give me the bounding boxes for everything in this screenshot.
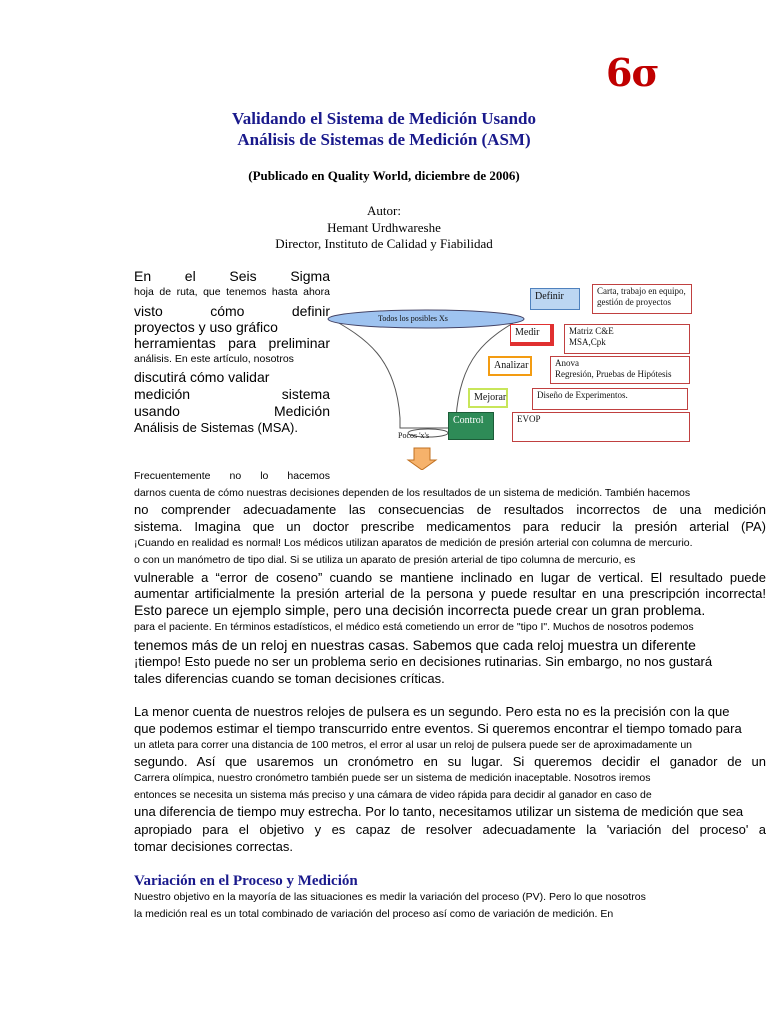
intro-line: discutirá cómo validar (134, 369, 270, 385)
intro-line: análisis. En este artículo, nosotros (134, 353, 294, 365)
para1-line: aumentar artificialmente la presión arterial de la persona y puede resultar en una prescripción incorrecta! (134, 586, 766, 601)
author-name: Hemant Urdhwareshe (327, 220, 441, 235)
para2-line: Carrera olímpica, nuestro cronómetro también puede ser un sistema de medición inaceptable. Nosotros iremos (134, 772, 651, 784)
author-label: Autor: (367, 203, 401, 218)
stage-definir: Definir (530, 288, 580, 310)
six-sigma-logo: 6σ (606, 50, 659, 95)
para1-line: tales diferencias cuando se toman decisiones críticas. (134, 671, 445, 686)
intro-line: usando Medición (134, 403, 330, 419)
para1-line: darnos cuenta de cómo nuestras decisiones dependen de los resultados de un sistema de medición. También hacemos (134, 487, 691, 499)
publication-note: (Publicado en Quality World, diciembre de 2006) (248, 168, 520, 183)
para1-line: Esto parece un ejemplo simple, pero una decisión incorrecta puede crear un gran problema. (134, 602, 706, 618)
funnel-top-label: Todos los posibles Xs (378, 314, 448, 323)
para2-line: apropiado para el objetivo y es capaz de resolver adecuadamente la 'variación del proceso' a (134, 822, 766, 837)
title-line-1: Validando el Sistema de Medición Usando (232, 109, 536, 128)
stage-mejorar: Mejorar (468, 388, 508, 408)
dmaic-funnel-diagram (326, 268, 696, 470)
intro-line: medición sistema (134, 386, 330, 402)
para2-line: tomar decisiones correctas. (134, 839, 293, 854)
title-line-2: Análisis de Sistemas de Medición (ASM) (237, 130, 531, 149)
stage-medir-detail: Matriz C&E MSA,Cpk (564, 324, 690, 354)
para1-line: Frecuentemente no lo hacemos (134, 470, 330, 482)
para1-line: o con un manómetro de tipo dial. Si se utiliza un aparato de presión arterial de tipo columna de mercurio, es (134, 554, 636, 566)
stage-definir-detail: Carta, trabajo en equipo, gestión de proyectos (592, 284, 692, 314)
para1-line: para el paciente. En términos estadísticos, el médico está cometiendo un error de "tipo I". Muchos de nosotros podemos (134, 621, 694, 633)
intro-line: hoja de ruta, que tenemos hasta ahora (134, 286, 330, 298)
para2-line: La menor cuenta de nuestros relojes de pulsera es un segundo. Pero esta no es la precisión con la que (134, 704, 730, 719)
para1-line: vulnerable a “error de coseno” cuando se mantiene inclinado en lugar de vertical. El resultado puede (134, 570, 766, 585)
para1-line: ¡tiempo! Esto puede no ser un problema serio en decisiones rutinarias. Sin embargo, no nos gustará (134, 654, 713, 669)
para2-line: que podemos estimar el tiempo transcurrido entre eventos. Si queremos encontrar el tiempo tomado para (134, 721, 742, 736)
para1-line: tenemos más de un reloj en nuestras casas. Sabemos que cada reloj muestra un diferente (134, 637, 696, 653)
para2-line: segundo. Así que usaremos un cronómetro en su lugar. Si queremos decidir el ganador de un (134, 754, 766, 769)
intro-line: visto cómo definir (134, 303, 330, 319)
stage-analizar: Analizar (488, 356, 532, 376)
para1-line: sistema. Imagina que un doctor prescribe medicamentos para reducir la presión arterial (PA) (134, 519, 766, 534)
intro-line: Análisis de Sistemas (MSA). (134, 420, 298, 435)
intro-line: proyectos y uso gráfico (134, 319, 278, 335)
intro-line: herramientas para preliminar (134, 335, 330, 351)
stage-control-detail: EVOP (512, 412, 690, 442)
stage-mejorar-detail: Diseño de Experimentos. (532, 388, 688, 410)
stage-control: Control (448, 412, 494, 440)
para2-line: entonces se necesita un sistema más preciso y una cámara de video rápida para decidir al ganador en caso de (134, 789, 652, 801)
section2-line: Nuestro objetivo en la mayoría de las situaciones es medir la variación del proceso (PV). Pero lo que nosotros (134, 891, 646, 903)
para2-line: una diferencia de tiempo muy estrecha. Por lo tanto, necesitamos utilizar un sistema de medición que sea (134, 804, 744, 819)
funnel-bottom-label: Pocos 'x's (398, 431, 430, 440)
intro-line: En el Seis Sigma (134, 268, 330, 284)
section-heading: Variación en el Proceso y Medición (134, 873, 358, 889)
section2-line: la medición real es un total combinado de variación del proceso así como de variación de medición. En (134, 908, 614, 920)
author-role: Director, Instituto de Calidad y Fiabilidad (275, 236, 493, 251)
para1-line: ¡Cuando en realidad es normal! Los médicos utilizan aparatos de medición de presión arterial con columna de mercurio. (134, 537, 693, 549)
para2-line: un atleta para correr una distancia de 100 metros, el error al usar un reloj de pulsera puede ser de aproximadamente un (134, 739, 692, 751)
stage-medir: Medir (510, 324, 554, 346)
stage-analizar-detail: Anova Regresión, Pruebas de Hipótesis (550, 356, 690, 384)
para1-line: no comprender adecuadamente las consecuencias de resultados incorrectos de una medición (134, 502, 766, 517)
